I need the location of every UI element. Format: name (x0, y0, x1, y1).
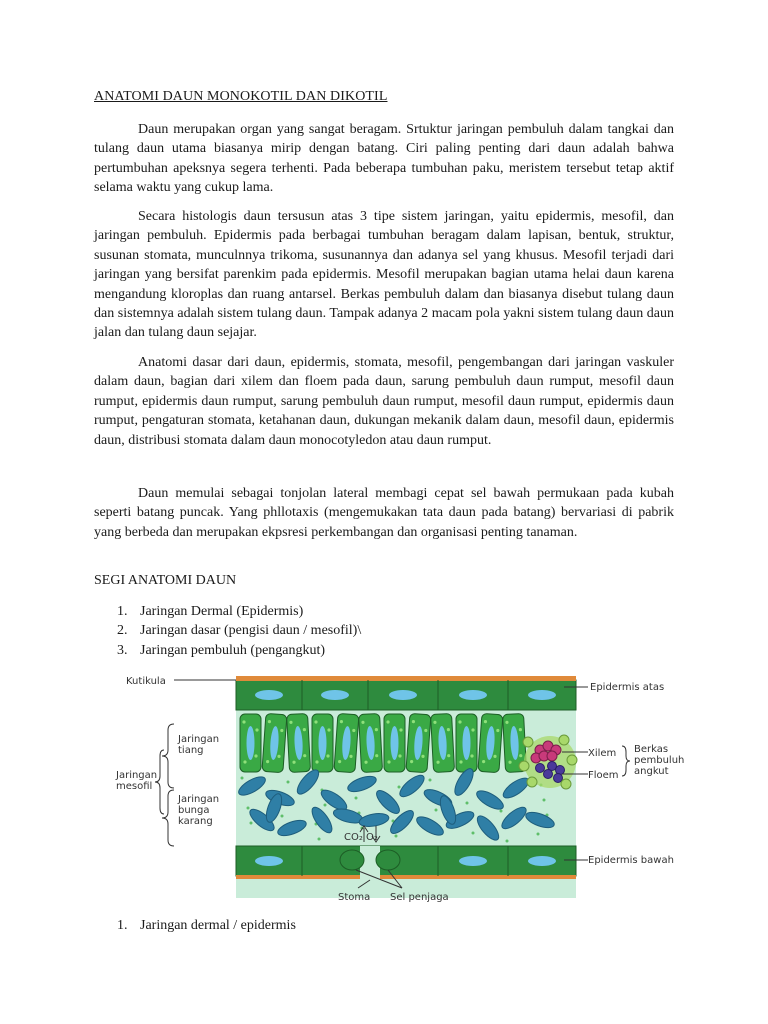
epidermis-bawah-label: Epidermis bawah (588, 855, 674, 866)
phloem-cell (536, 764, 545, 773)
document-heading: ANATOMI DAUN MONOKOTIL DAN DIKOTIL (94, 89, 388, 104)
guard-cell (340, 850, 364, 870)
berkas-pembuluh-label-1: Berkas (634, 744, 669, 755)
palisade-cell (359, 713, 383, 772)
bundle-sheath-cell (527, 777, 537, 787)
berkas-pembuluh-label-3: angkut (634, 766, 669, 777)
list-item (117, 916, 296, 935)
paragraph-1-text: Daun merupakan organ yang sangat beragam. Srtuktur jaringan pembuluh dalam tangkai dan tulang daun utama biasanya mirip dengan batang. Ciri paling penting dari daun adalah bahwa pertumbuhan apeksnya segera terhenti. Pada beberapa tumbuhan paku, meristem tersebut tetap aktif selama waktu yang cukup lama. (94, 122, 674, 196)
palisade-cell (312, 714, 333, 772)
upper-epidermis (236, 676, 576, 710)
epidermis-atas-label: Epidermis atas (590, 682, 665, 693)
bundle-sheath-cell (523, 737, 533, 747)
palisade-cell (384, 714, 405, 772)
bundle-sheath-cell (567, 755, 577, 765)
xilem-label: Xilem (588, 748, 617, 759)
paragraph-4 (94, 484, 674, 542)
jaringan-mesofil-label-2: mesofil (116, 781, 153, 792)
list-item-text: Jaringan dasar (pengisi daun / mesofil)\ (140, 623, 362, 639)
cuticle (236, 676, 576, 681)
palisade-cell (334, 713, 359, 772)
subsection-list (117, 916, 296, 935)
stoma-label: Stoma (338, 892, 371, 903)
paragraph-2 (94, 207, 674, 343)
list-item-number: 2. (117, 623, 128, 639)
list-item (117, 602, 361, 621)
vascular-bundle (519, 735, 577, 789)
lower-epidermis (236, 846, 576, 880)
bundle-sheath-cell (559, 735, 569, 745)
bundle-sheath-cell (561, 779, 571, 789)
list-item-number: 1. (117, 604, 128, 619)
paragraph-4-text: Daun memulai sebagai tonjolan lateral membagi cepat sel bawah permukaan pada kubah seperti batang puncak. Yang phllotaxis (mengemukakan tata daun pada batang) bervariasi di pabrik yang berbeda dan merupakan ekpsresi perkembangan dan organisasi penting tanaman. (94, 486, 674, 540)
palisade-cell (406, 713, 431, 772)
jaringan-bunga-karang-label-1: Jaringan (178, 794, 220, 805)
phloem-cell (554, 774, 563, 783)
list-item (117, 621, 361, 640)
list-item-text: Jaringan dermal / epidermis (140, 918, 296, 933)
list-item-number: 1. (117, 918, 128, 933)
floem-label: Floem (588, 770, 619, 781)
paragraph-3 (94, 353, 674, 450)
list-item-text: Jaringan pembuluh (pengangkut) (140, 642, 326, 658)
paragraph-2-text: Secara histologis daun tersusun atas 3 tipe sistem jaringan, yaitu epidermis, mesofil, dan jaringan pembuluh. Epidermis pada berbagai tumbuhan beragam dalam lapisan, bentuk, struktur, susunan stomata, munculnnya trikoma, susunannya dan adanya sel yang khusus. Mesofil terjadi dari jaringan yang bersifat parenkim pada epidermis. Mesofil merupakan bagian utama helai daun karena mengandung kloroplas dan ruang antarsel. Berkas pembuluh dalam dan biasanya disebut tulang daun dan sistemnya adalah sistem tulang daun. Tampak adanya 2 macam pola yakni sistem tulang daun daun jalan dan tulang daun sejajar. (94, 209, 674, 341)
kutikula-label: Kutikula (126, 676, 166, 687)
paragraph-1 (94, 120, 674, 198)
palisade-cell (478, 713, 503, 772)
section-title: SEGI ANATOMI DAUN (94, 573, 237, 588)
jaringan-bunga-karang-label-3: karang (178, 816, 213, 827)
gas-exchange-label: CO₂ O₂ (344, 832, 378, 843)
sel-penjaga-label: Sel penjaga (390, 892, 449, 903)
jaringan-mesofil-label-1: Jaringan (116, 770, 158, 781)
list-item (117, 641, 361, 660)
leaf-cross-section-diagram (112, 670, 692, 910)
xylem-cell (547, 751, 557, 761)
palisade-cell (456, 714, 477, 772)
bundle-sheath-cell (519, 761, 529, 771)
guard-cell (376, 850, 400, 870)
phloem-cell (544, 770, 553, 779)
palisade-cell (287, 713, 311, 772)
palisade-cell (262, 713, 287, 772)
paragraph-3-text: Anatomi dasar dari daun, epidermis, stomata, mesofil, pengembangan dari jaringan vaskuler dalam daun, bagian dari xilem dan floem pada daun, sarung pembuluh daun rumput, mesofil daun rumput, epidermis daun rumput, sarung pembuluh daun rumput, mesofil daun rumput, epidermis daun rumput, pengaturan stomata, ketahanan daun, dukungan mekanik dalam daun, mesofil daun, epidermis daun, distribusi stomata dalam daun monocotyledon atau daun rumput. (94, 355, 674, 448)
jaringan-tiang-label-1: Jaringan (178, 734, 220, 745)
jaringan-bunga-karang-label-2: bunga (178, 805, 210, 816)
anatomy-list (117, 602, 361, 660)
list-item-number: 3. (117, 642, 128, 658)
berkas-pembuluh-label-2: pembuluh (634, 755, 685, 766)
list-item-text: Jaringan Dermal (Epidermis) (140, 604, 304, 619)
jaringan-tiang-label-2: tiang (178, 745, 204, 756)
palisade-cell (240, 714, 261, 772)
palisade-cell (431, 713, 455, 772)
